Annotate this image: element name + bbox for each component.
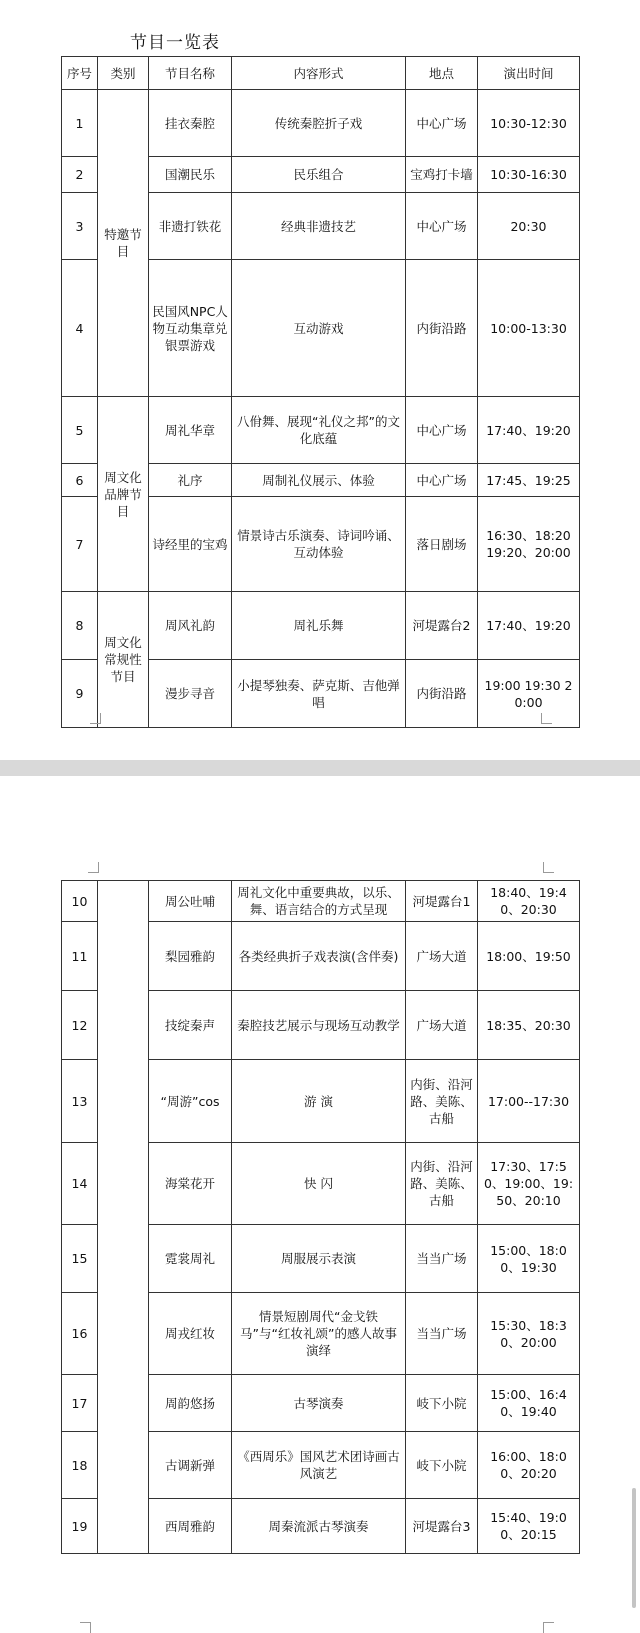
row-place: 河堤露台2	[406, 592, 478, 660]
row-name: 西周雅韵	[149, 1499, 232, 1554]
category-cell-empty	[98, 881, 149, 1554]
crop-mark	[90, 713, 101, 724]
row-name: 周韵悠扬	[149, 1375, 232, 1432]
row-no: 9	[62, 660, 98, 728]
row-time: 10:30-16:30	[478, 157, 580, 193]
program-table	[61, 56, 580, 728]
row-place: 宝鸡打卡墙	[406, 157, 478, 193]
row-time: 10:00-13:30	[478, 260, 580, 397]
crop-mark	[543, 862, 554, 873]
row-no: 7	[62, 497, 98, 592]
row-time: 17:40、19:20	[478, 397, 580, 464]
row-time: 16:30、18:20 19:20、20:00	[478, 497, 580, 592]
row-no: 3	[62, 193, 98, 260]
header-name: 节目名称	[149, 57, 232, 90]
row-time: 17:40、19:20	[478, 592, 580, 660]
row-name: 漫步寻音	[149, 660, 232, 728]
row-no: 1	[62, 90, 98, 157]
crop-mark	[88, 862, 99, 873]
document-title: 节目一览表	[130, 33, 220, 53]
row-content: 秦腔技艺展示与现场互动教学	[232, 991, 406, 1060]
row-content: 传统秦腔折子戏	[232, 90, 406, 157]
row-name: 周礼华章	[149, 397, 232, 464]
row-time: 17:45、19:25	[478, 464, 580, 497]
row-time: 20:30	[478, 193, 580, 260]
row-place: 当当广场	[406, 1225, 478, 1293]
row-name: 古调新弹	[149, 1432, 232, 1499]
row-no: 2	[62, 157, 98, 193]
row-no: 15	[62, 1225, 98, 1293]
row-time: 18:40、19:40、20:30	[478, 881, 580, 922]
row-time: 18:00、19:50	[478, 922, 580, 991]
header-category: 类别	[98, 57, 149, 90]
row-place: 中心广场	[406, 464, 478, 497]
row-no: 16	[62, 1293, 98, 1375]
row-name: 海棠花开	[149, 1143, 232, 1225]
row-no: 13	[62, 1060, 98, 1143]
row-content: 古琴演奏	[232, 1375, 406, 1432]
table-row	[62, 90, 580, 157]
row-time: 10:30-12:30	[478, 90, 580, 157]
row-name: 诗经里的宝鸡	[149, 497, 232, 592]
row-time: 15:00、18:00、19:30	[478, 1225, 580, 1293]
row-no: 5	[62, 397, 98, 464]
row-place: 内街、沿河路、美陈、古船	[406, 1060, 478, 1143]
row-place: 内街沿路	[406, 260, 478, 397]
row-name: 霓裳周礼	[149, 1225, 232, 1293]
row-content: 周礼文化中重要典故，以乐、舞、语言结合的方式呈现	[232, 881, 406, 922]
header-content: 内容形式	[232, 57, 406, 90]
row-time: 15:00、16:40、19:40	[478, 1375, 580, 1432]
header-time: 演出时间	[478, 57, 580, 90]
row-place: 岐下小院	[406, 1432, 478, 1499]
row-name: “周游”cos	[149, 1060, 232, 1143]
row-place: 广场大道	[406, 922, 478, 991]
row-no: 6	[62, 464, 98, 497]
row-no: 8	[62, 592, 98, 660]
row-no: 11	[62, 922, 98, 991]
row-name: 非遗打铁花	[149, 193, 232, 260]
row-content: 周秦流派古琴演奏	[232, 1499, 406, 1554]
row-place: 中心广场	[406, 193, 478, 260]
document-page-2	[0, 776, 640, 1630]
row-name: 周风礼韵	[149, 592, 232, 660]
scrollbar-thumb[interactable]	[632, 1488, 636, 1608]
row-name: 技绽秦声	[149, 991, 232, 1060]
row-content: 民乐组合	[232, 157, 406, 193]
row-name: 国潮民乐	[149, 157, 232, 193]
row-place: 中心广场	[406, 397, 478, 464]
crop-mark	[541, 713, 552, 724]
row-content: 快 闪	[232, 1143, 406, 1225]
row-time: 19:00 19:30 20:00	[478, 660, 580, 728]
row-time: 18:35、20:30	[478, 991, 580, 1060]
category-brand: 周文化品牌节目	[98, 397, 149, 592]
table-header-row	[62, 57, 580, 90]
row-place: 广场大道	[406, 991, 478, 1060]
program-table-continued	[61, 880, 580, 1554]
row-name: 礼序	[149, 464, 232, 497]
row-no: 17	[62, 1375, 98, 1432]
row-time: 16:00、18:00、20:20	[478, 1432, 580, 1499]
row-place: 落日剧场	[406, 497, 478, 592]
row-content: 情景诗古乐演奏、诗词吟诵、互动体验	[232, 497, 406, 592]
row-place: 当当广场	[406, 1293, 478, 1375]
crop-mark	[543, 1622, 554, 1633]
row-content: 周制礼仪展示、体验	[232, 464, 406, 497]
row-no: 4	[62, 260, 98, 397]
row-name: 周戎红妆	[149, 1293, 232, 1375]
crop-mark	[80, 1622, 91, 1633]
header-place: 地点	[406, 57, 478, 90]
row-place: 内街沿路	[406, 660, 478, 728]
row-content: 八佾舞、展现“礼仪之邦”的文化底蕴	[232, 397, 406, 464]
table-row	[62, 881, 580, 922]
row-time: 15:30、18:30、20:00	[478, 1293, 580, 1375]
row-content: 《西周乐》国风艺术团诗画古风演艺	[232, 1432, 406, 1499]
row-place: 岐下小院	[406, 1375, 478, 1432]
row-no: 19	[62, 1499, 98, 1554]
document-page-1	[0, 0, 640, 760]
category-regular: 周文化常规性节目	[98, 592, 149, 728]
row-place: 内街、沿河路、美陈、古船	[406, 1143, 478, 1225]
row-name: 民国风NPC人物互动集章兑银票游戏	[149, 260, 232, 397]
category-special: 特邀节目	[98, 90, 149, 397]
row-time: 17:30、17:50、19:00、19:50、20:10	[478, 1143, 580, 1225]
row-time: 15:40、19:00、20:15	[478, 1499, 580, 1554]
row-no: 10	[62, 881, 98, 922]
row-no: 12	[62, 991, 98, 1060]
page-separator	[0, 760, 640, 776]
row-content: 经典非遗技艺	[232, 193, 406, 260]
row-name: 挂衣秦腔	[149, 90, 232, 157]
row-content: 各类经典折子戏表演(含伴奏)	[232, 922, 406, 991]
row-time: 17:00--17:30	[478, 1060, 580, 1143]
row-content: 小提琴独奏、萨克斯、吉他弹唱	[232, 660, 406, 728]
row-place: 河堤露台3	[406, 1499, 478, 1554]
table-row	[62, 592, 580, 660]
row-place: 中心广场	[406, 90, 478, 157]
row-content: 情景短剧周代“金戈铁马”与“红妆礼颂”的感人故事演绎	[232, 1293, 406, 1375]
row-content: 周服展示表演	[232, 1225, 406, 1293]
header-no: 序号	[62, 57, 98, 90]
row-name: 梨园雅韵	[149, 922, 232, 991]
row-place: 河堤露台1	[406, 881, 478, 922]
row-content: 互动游戏	[232, 260, 406, 397]
row-no: 14	[62, 1143, 98, 1225]
row-content: 游 演	[232, 1060, 406, 1143]
row-name: 周公吐哺	[149, 881, 232, 922]
row-content: 周礼乐舞	[232, 592, 406, 660]
row-no: 18	[62, 1432, 98, 1499]
table-row	[62, 397, 580, 464]
